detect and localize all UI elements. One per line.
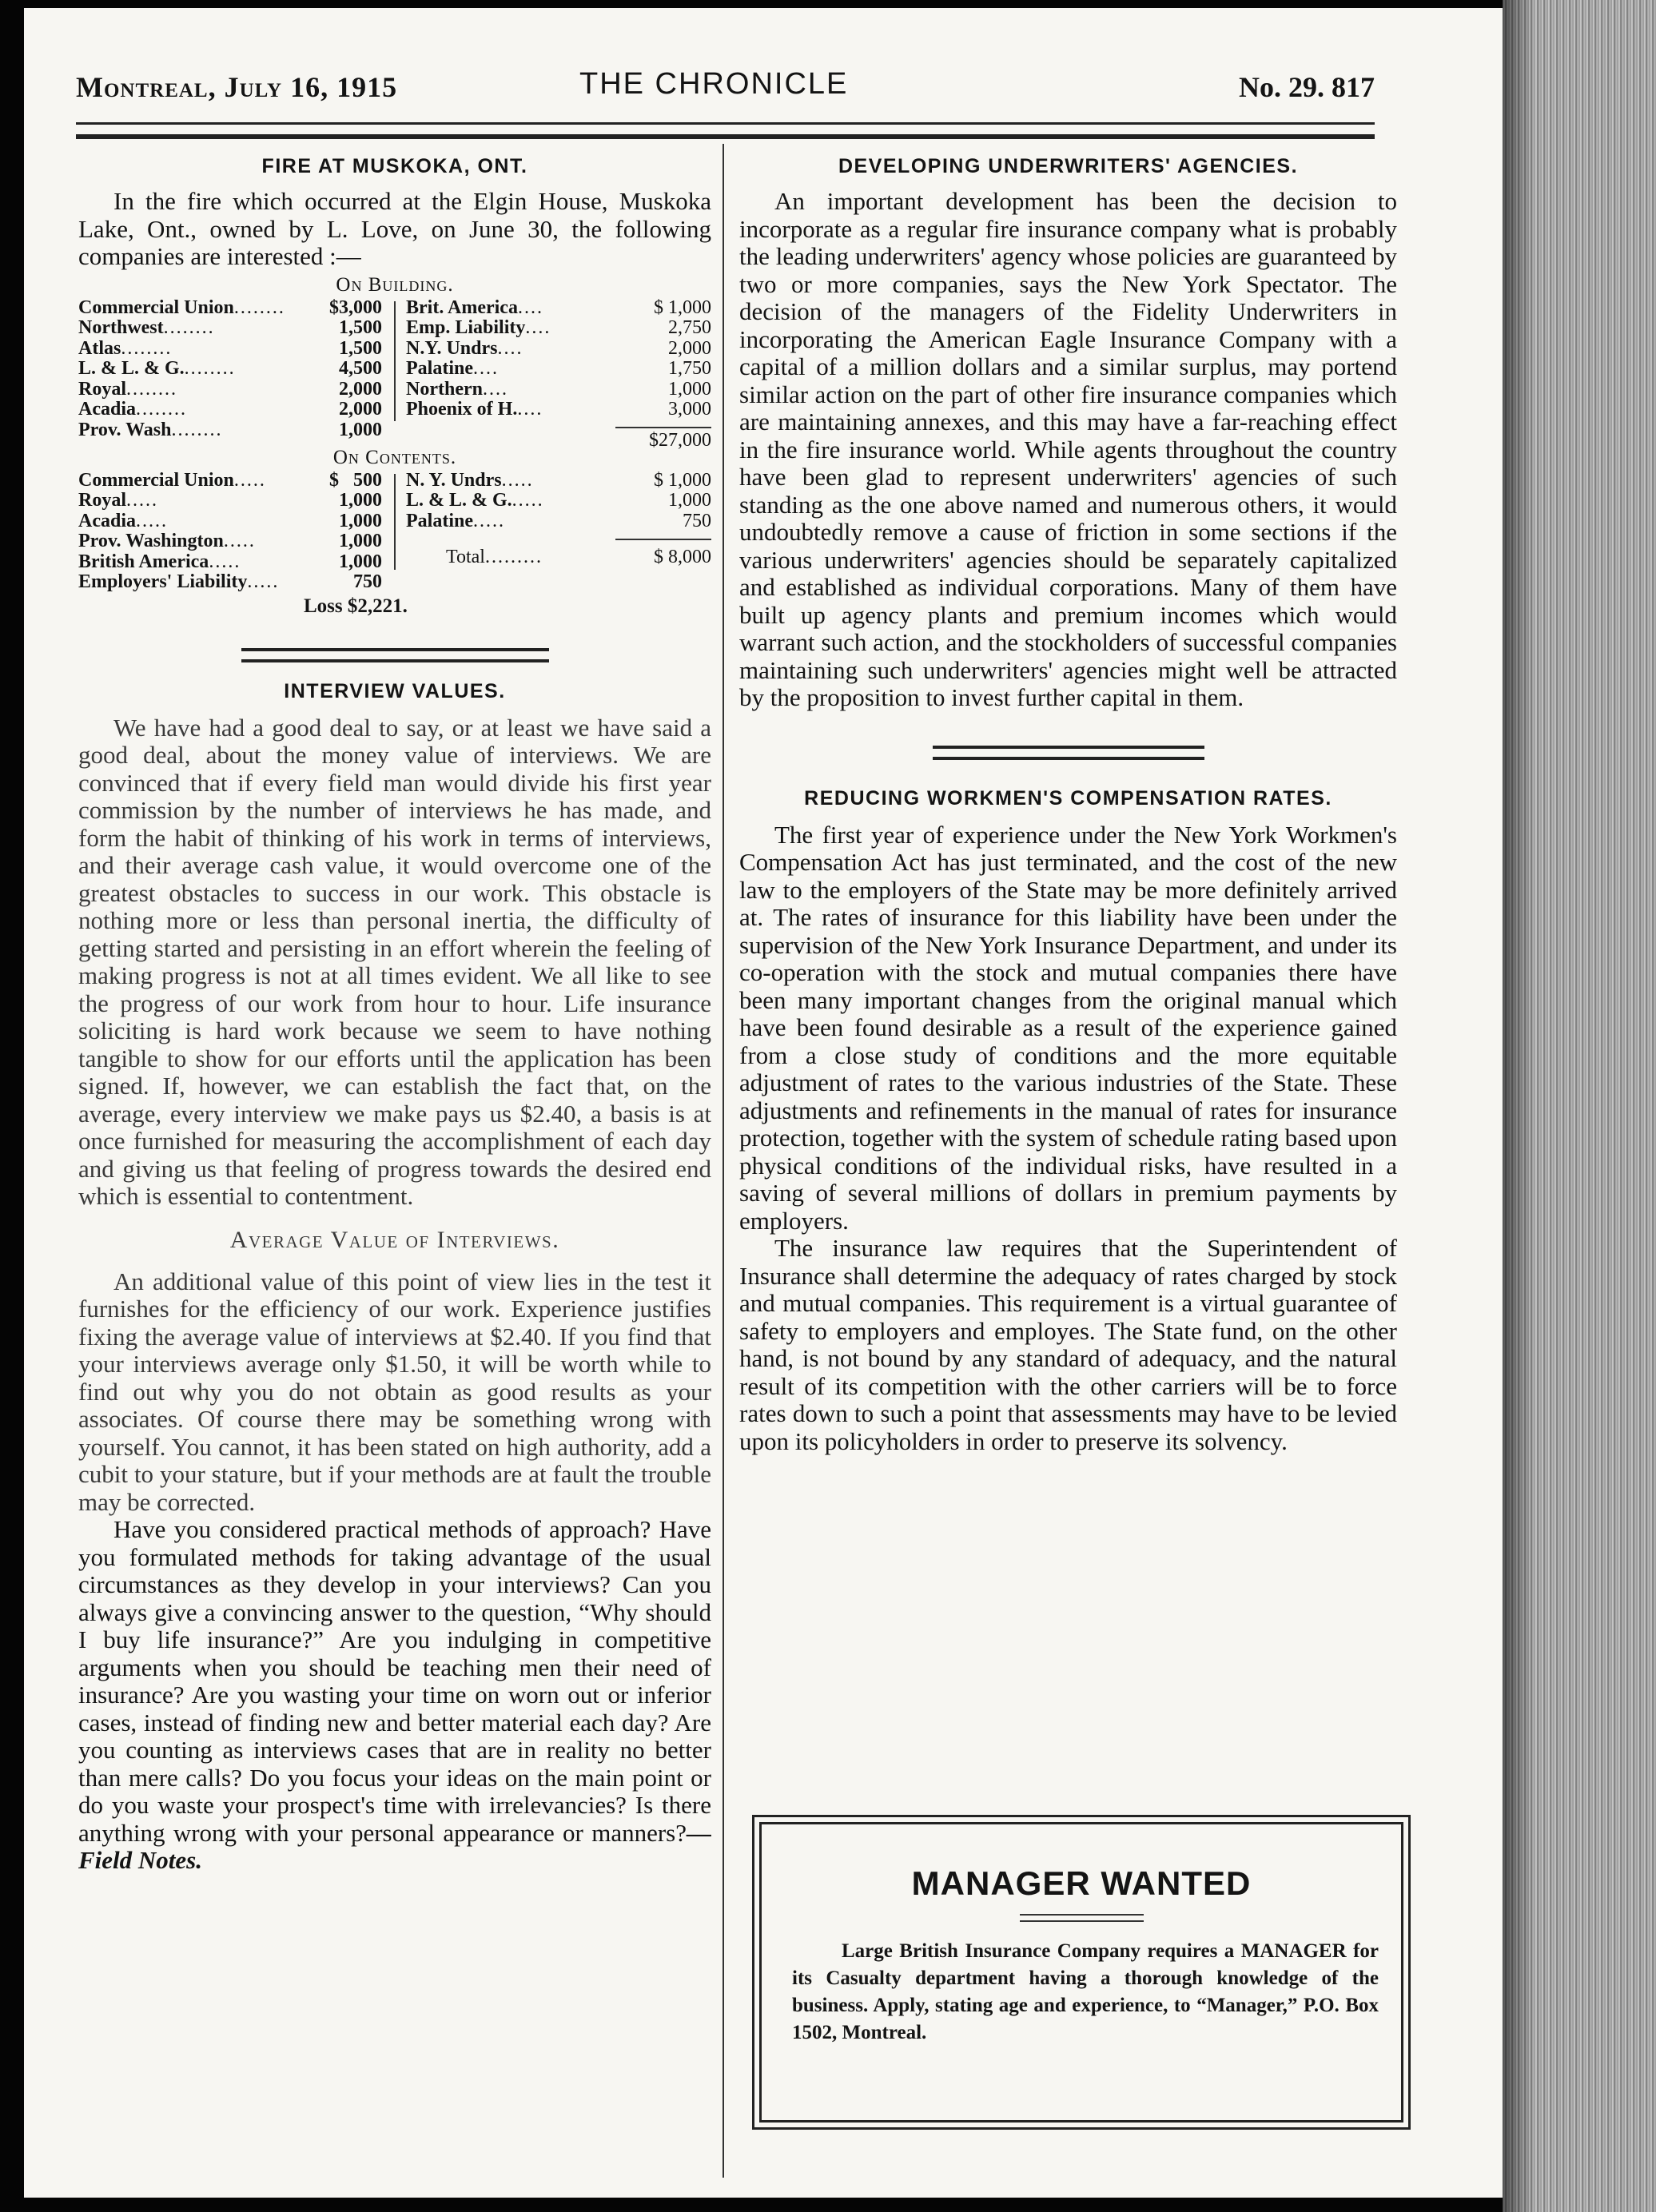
table-row: [78, 359, 382, 380]
company-name: Emp. Liability....: [406, 317, 551, 338]
section-rule: [933, 746, 1204, 760]
workmen-paragraph-2: The insurance law requires that the Superintendent of Insurance shall determine the adequacy of rates charged by stock and mutual companies. This requirement is a virtual guarantee of safety to employers and employes. The State fund, on the other hand, is not bound by any standard of adequacy, and the natural result of its competition with the other carriers will be to force rates down to such a point that assessments may have to be levied upon its policyholders in order to preserve its solvency.: [739, 1234, 1397, 1455]
amount: 2,000: [339, 378, 382, 400]
column-divider: [723, 144, 724, 2178]
interview-paragraph-3: Have you considered practical methods of approach? Have you formulated methods for taking advantage of the usual circumstances as they develop in your interviews? Can you always give a convincing answer to the question, “Why should I buy life insurance?” Are you indulging in competitive arguments when you should be teaching men their need of insurance? Are you wasting your time on worn out or inferior cases, instead of finding new and better material each day? Are you counting as interviews cases that are in reality no better than mere calls? Do you focus your ideas on the main point or do you waste your prospect's time with irrelevancies? Is there anything wrong with your personal appearance or manners?—Field Notes.: [78, 1515, 711, 1874]
amount: 2,750: [668, 317, 711, 338]
contents-table-right: [406, 471, 711, 532]
company-name: Prov. Washington.....: [78, 531, 256, 551]
amount: 1,000: [339, 510, 382, 531]
ad-rule: [1020, 1914, 1144, 1922]
field-notes-credit: —Field Notes.: [78, 1818, 711, 1874]
header-dateline: Montreal, July 16, 1915: [76, 71, 398, 103]
workmen-article: [739, 787, 1397, 1456]
company-name: Northwest........: [78, 317, 215, 338]
agencies-paragraph-1: An important development has been the decision to incorporate as a regular fire insurance company what is probably the leading underwriters' agency whose policies are guaranteed by two or more companies, says the New York Spectator. The decision of the managers of the Fidelity Underwriters in incorporating the American Eagle Insurance Company with a capital of a million dollars and a similar surplus, may portend similar action on the part of other fire insurance companies which are maintaining annexes, and this may have a far-reaching effect in the fire insurance world. While agents throughout the country have been glad to represent underwriters' agencies of such standing as the one above named and numerous others, it would undoubtedly remove a cause of friction in some sections if the various underwriters' agencies should be separately capitalized and established as individual corporations. Many of them have built up agency plants and premium incomes which would warrant such action, and the stockholders of successful companies maintaining such underwriters' agencies might well be attracted by the proposition to invest further capital in them.: [739, 187, 1397, 711]
company-name: Phoenix of H.....: [406, 399, 543, 420]
company-name: Employers' Liability.....: [78, 571, 280, 592]
company-name: British America.....: [78, 551, 241, 572]
table-row: [406, 339, 711, 360]
fire-article: [78, 155, 711, 618]
interview-subheading: Average Value of Interviews.: [229, 1226, 560, 1253]
contents-total-label: Total.........: [446, 546, 543, 567]
company-name: Commercial Union........: [78, 296, 285, 318]
company-name: Commercial Union.....: [78, 469, 266, 491]
header-rule: [76, 122, 1375, 139]
table-row: [78, 420, 382, 441]
table-divider: [394, 301, 396, 421]
amount: 1,000: [668, 378, 711, 400]
contents-losses-table: [78, 471, 711, 595]
header-page-number: No. 29. 817: [1239, 71, 1375, 103]
building-losses-table: [78, 296, 711, 451]
interview-article: [78, 680, 711, 1875]
table-row: [406, 511, 711, 532]
table-row: [78, 380, 382, 400]
contents-total: $ 8,000: [654, 546, 711, 567]
amount: $ 1,000: [654, 296, 711, 318]
interview-paragraph-1: We have had a good deal to say, or at least we have said a good deal, about the money value of interviews. We are convinced that if every field man would divide his first year commission by the number of interviews he has made, and form the habit of thinking of his work in terms of interviews, and their average cash value, it would overcome one of the greatest obstacles to success in our work. This obstacle is nothing more or less than personal inertia, the difficulty of getting started and persisting in an effort wherein the feeling of making progress is not at all times evident. We all like to see the progress of our work from hour to hour. Life insurance soliciting is hard work because we seem to have nothing tangible to show for our efforts until the application has been signed. If, however, we can establish the fact that, on the average, every interview we make pays us $2.40, a basis is at once furnished for measuring the accomplishment of each day and giving us that feeling of progress towards the desired end which is essential to contentment.: [78, 713, 711, 1210]
fire-article-intro: In the fire which occurred at the Elgin House, Muskoka Lake, Ont., owned by L. Love, on June 30, the following companies are interested :—: [78, 187, 711, 270]
amount: 1,500: [339, 337, 382, 359]
amount: 1,500: [339, 317, 382, 338]
interview-article-title: INTERVIEW VALUES.: [284, 679, 506, 702]
amount: 1,000: [668, 490, 711, 511]
fire-article-title: FIRE AT MUSKOKA, ONT.: [261, 155, 528, 177]
amount: 1,000: [339, 490, 382, 511]
table-divider: [394, 474, 396, 570]
workmen-paragraph-1: The first year of experience under the New York Workmen's Compensation Act has just terminated, and the cost of the new law to the employers of the State may be more definitely arrived at. The rates of insurance for this liability have been under the supervision of the New York Insurance Department, and under its co-operation with the stock and mutual companies there have been many important changes from the original manual which have been found desirable as a result of the experience gained from a close study of conditions and the more equitable adjustment of rates to the various industries of the State. These adjustments and refinements in the manual of rates for insurance protection, together with the system of schedule rating based upon physical conditions of the individual risks, have resulted in a saving of several millions of dollars in premium payments by employers.: [739, 820, 1398, 1235]
total-rule: [615, 427, 711, 428]
agencies-article: [739, 155, 1397, 712]
right-column: [739, 152, 1397, 1455]
table-row: [78, 400, 382, 420]
company-name: Palatine....: [406, 358, 499, 379]
amount: 4,500: [339, 358, 382, 379]
building-total: $27,000: [649, 429, 711, 451]
header-masthead: THE CHRONICLE: [579, 67, 849, 101]
ad-body: Large British Insurance Company requires a MANAGER for its Casualty department having a thorough knowledge of the business. Apply, stating age and experience, to “Manager,” P.O. Box 1502, Montreal.: [792, 1940, 1379, 2043]
table-row: [78, 552, 382, 573]
company-name: Palatine.....: [406, 510, 505, 531]
amount: 1,000: [339, 551, 382, 572]
company-name: Prov. Wash........: [78, 419, 223, 440]
table-row: [78, 298, 382, 319]
table-row: [78, 471, 382, 491]
table-row: [78, 572, 382, 593]
table-row: [406, 400, 711, 420]
company-name: Royal........: [78, 378, 177, 400]
amount: 1,000: [339, 419, 382, 440]
company-name: Northern....: [406, 378, 508, 400]
left-column: [78, 152, 711, 1875]
amount: 2,000: [339, 399, 382, 420]
company-name: Acadia........: [78, 399, 187, 420]
total-rule: [615, 539, 711, 540]
table-row: [406, 298, 711, 319]
table-row: [78, 511, 382, 532]
page-edge-shadow: [1503, 0, 1535, 2212]
table-row: [406, 359, 711, 380]
table-row: [78, 318, 382, 339]
company-name: L. & L. & G......: [406, 490, 544, 511]
fire-loss: Loss $2,221.: [304, 595, 408, 617]
company-name: Brit. America....: [406, 296, 543, 318]
contents-table-heading: On Contents.: [332, 446, 457, 468]
company-name: Acadia.....: [78, 510, 168, 531]
table-row: [78, 531, 382, 552]
amount: 1,000: [339, 531, 382, 551]
company-name: Royal.....: [78, 490, 158, 511]
table-row: [406, 318, 711, 339]
ad-title: MANAGER WANTED: [911, 1864, 1252, 1902]
amount: 750: [353, 571, 382, 592]
interview-paragraph-2: An additional value of this point of view lies in the test it furnishes for the efficiency of our work. Experience justifies fixing the average value of interviews at $2.40. If you find that your interviews average only $1.50, it will be worth while to find out why you do not obtain as good results as your associates. Of course there may be something wrong with yourself. You cannot, it has been stated on high authority, add a cubit to your stature, but if your methods are at fault the trouble may be corrected.: [78, 1267, 711, 1516]
amount: 750: [683, 510, 711, 531]
table-row: [78, 491, 382, 511]
table-row: [406, 491, 711, 511]
amount: $ 1,000: [654, 469, 711, 491]
building-table-heading: On Building.: [336, 273, 454, 296]
workmen-article-title: REDUCING WORKMEN'S COMPENSATION RATES.: [804, 786, 1332, 810]
table-row: [78, 339, 382, 360]
table-row: [406, 471, 711, 491]
amount: $3,000: [329, 296, 382, 318]
company-name: L. & L. & G.........: [78, 358, 236, 379]
amount: $ 500: [329, 469, 382, 491]
building-table-left: [78, 298, 382, 441]
agencies-article-title: DEVELOPING UNDERWRITERS' AGENCIES.: [838, 155, 1299, 177]
amount: 3,000: [668, 399, 711, 420]
building-table-right: [406, 298, 711, 420]
amount: 1,750: [668, 358, 711, 379]
company-name: Atlas........: [78, 337, 173, 359]
contents-table-left: [78, 471, 382, 593]
section-rule: [241, 648, 549, 662]
company-name: N. Y. Undrs.....: [406, 469, 534, 491]
running-header: [76, 67, 1375, 110]
manager-wanted-advertisement: [759, 1822, 1403, 2122]
company-name: N.Y. Undrs....: [406, 337, 523, 359]
table-row: [406, 380, 711, 400]
amount: 2,000: [668, 337, 711, 359]
